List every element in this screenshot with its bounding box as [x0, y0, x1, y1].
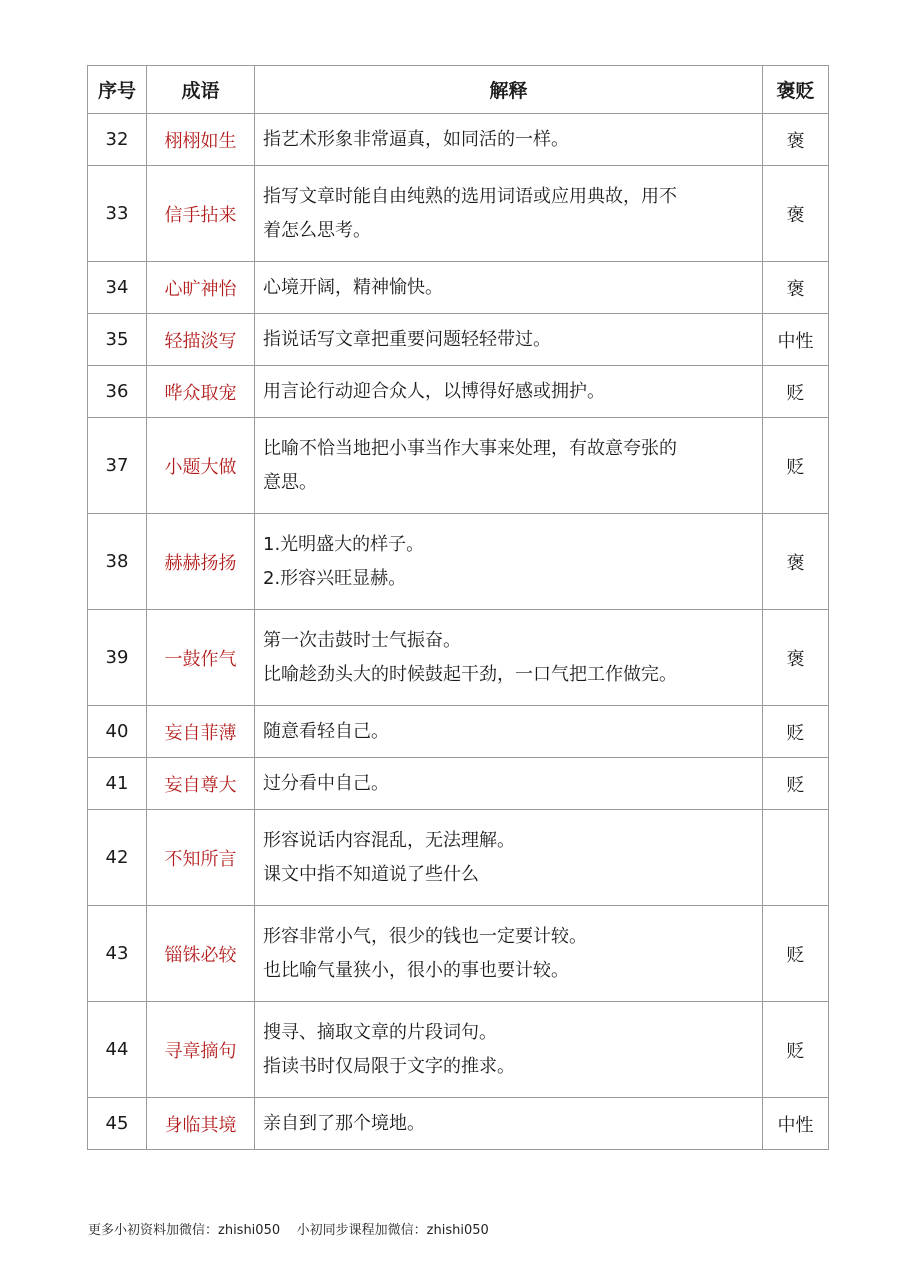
row-number: 33 — [88, 166, 147, 262]
row-number: 44 — [88, 1002, 147, 1098]
row-number: 39 — [88, 610, 147, 706]
explanation-line: 指说话写文章把重要问题轻轻带过。 — [263, 328, 551, 350]
explanation-line: 1.光明盛大的样子。 — [263, 533, 425, 555]
explanation-line: 心境开阔，精神愉快。 — [263, 276, 443, 298]
row-number: 36 — [88, 366, 147, 418]
row-number: 38 — [88, 514, 147, 610]
row-number: 41 — [88, 758, 147, 810]
explanation-line: 也比喻气量狭小，很小的事也要计较。 — [263, 959, 569, 981]
table-header-row — [88, 66, 829, 114]
row-sentiment: 贬 — [763, 366, 829, 418]
row-idiom: 寻章摘句 — [147, 1002, 255, 1098]
footer-note: 更多小初资料加微信：zhishi050 小初同步课程加微信：zhishi050 — [88, 1223, 489, 1238]
explanation-line: 形容说话内容混乱，无法理解。 — [263, 829, 515, 851]
idiom-table-sheet — [87, 65, 828, 1150]
row-explanation — [255, 366, 763, 418]
explanation-line: 用言论行动迎合众人，以博得好感或拥护。 — [263, 380, 605, 402]
explanation-line: 2.形容兴旺显赫。 — [263, 567, 407, 589]
table-body — [88, 114, 829, 1150]
row-idiom: 小题大做 — [147, 418, 255, 514]
row-sentiment: 中性 — [763, 314, 829, 366]
table-row — [88, 262, 829, 314]
row-explanation — [255, 610, 763, 706]
explanation-line: 着怎么思考。 — [263, 219, 371, 241]
explanation-line: 比喻趁劲头大的时候鼓起干劲，一口气把工作做完。 — [263, 663, 677, 685]
row-explanation — [255, 706, 763, 758]
row-explanation — [255, 1098, 763, 1150]
row-explanation — [255, 166, 763, 262]
row-idiom: 赫赫扬扬 — [147, 514, 255, 610]
row-idiom: 心旷神怡 — [147, 262, 255, 314]
table-row — [88, 514, 829, 610]
explanation-line: 意思。 — [263, 471, 317, 493]
row-sentiment: 贬 — [763, 706, 829, 758]
row-idiom: 一鼓作气 — [147, 610, 255, 706]
row-number: 35 — [88, 314, 147, 366]
row-explanation — [255, 906, 763, 1002]
table-row — [88, 810, 829, 906]
row-idiom: 锱铢必较 — [147, 906, 255, 1002]
row-idiom: 妄自菲薄 — [147, 706, 255, 758]
explanation-line: 亲自到了那个境地。 — [263, 1112, 425, 1134]
header-sentiment: 褒贬 — [763, 66, 829, 114]
row-explanation — [255, 1002, 763, 1098]
row-number: 32 — [88, 114, 147, 166]
row-idiom: 妄自尊大 — [147, 758, 255, 810]
row-idiom: 哗众取宠 — [147, 366, 255, 418]
header-idiom: 成语 — [147, 66, 255, 114]
row-explanation — [255, 514, 763, 610]
row-sentiment: 褒 — [763, 166, 829, 262]
explanation-line: 随意看轻自己。 — [263, 720, 389, 742]
table-row — [88, 418, 829, 514]
row-sentiment: 贬 — [763, 1002, 829, 1098]
row-number: 37 — [88, 418, 147, 514]
idiom-table — [87, 65, 829, 1150]
row-sentiment: 中性 — [763, 1098, 829, 1150]
row-sentiment: 褒 — [763, 514, 829, 610]
table-row — [88, 1002, 829, 1098]
row-sentiment — [763, 810, 829, 906]
table-row — [88, 706, 829, 758]
explanation-line: 第一次击鼓时士气振奋。 — [263, 629, 461, 651]
row-sentiment: 褒 — [763, 610, 829, 706]
row-sentiment: 褒 — [763, 114, 829, 166]
row-sentiment: 褒 — [763, 262, 829, 314]
row-explanation — [255, 810, 763, 906]
header-number: 序号 — [88, 66, 147, 114]
row-explanation — [255, 758, 763, 810]
explanation-line: 指写文章时能自由纯熟的选用词语或应用典故，用不 — [263, 185, 677, 207]
table-row — [88, 114, 829, 166]
row-number: 34 — [88, 262, 147, 314]
row-number: 43 — [88, 906, 147, 1002]
row-idiom: 轻描淡写 — [147, 314, 255, 366]
row-explanation — [255, 262, 763, 314]
table-row — [88, 366, 829, 418]
row-explanation — [255, 114, 763, 166]
row-explanation — [255, 418, 763, 514]
row-idiom: 不知所言 — [147, 810, 255, 906]
row-sentiment: 贬 — [763, 906, 829, 1002]
table-row — [88, 314, 829, 366]
row-idiom: 栩栩如生 — [147, 114, 255, 166]
row-number: 45 — [88, 1098, 147, 1150]
table-row — [88, 1098, 829, 1150]
explanation-line: 搜寻、摘取文章的片段词句。 — [263, 1021, 497, 1043]
explanation-line: 指读书时仅局限于文字的推求。 — [263, 1055, 515, 1077]
row-number: 40 — [88, 706, 147, 758]
table-row — [88, 166, 829, 262]
row-idiom: 信手拈来 — [147, 166, 255, 262]
table-row — [88, 906, 829, 1002]
row-sentiment: 贬 — [763, 758, 829, 810]
row-sentiment: 贬 — [763, 418, 829, 514]
explanation-line: 比喻不恰当地把小事当作大事来处理，有故意夸张的 — [263, 437, 677, 459]
table-row — [88, 610, 829, 706]
table-row — [88, 758, 829, 810]
explanation-line: 课文中指不知道说了些什么 — [263, 863, 479, 885]
explanation-line: 过分看中自己。 — [263, 772, 389, 794]
row-explanation — [255, 314, 763, 366]
row-number: 42 — [88, 810, 147, 906]
explanation-line: 指艺术形象非常逼真，如同活的一样。 — [263, 128, 569, 150]
explanation-line: 形容非常小气，很少的钱也一定要计较。 — [263, 925, 587, 947]
row-idiom: 身临其境 — [147, 1098, 255, 1150]
header-explanation: 解释 — [255, 66, 763, 114]
